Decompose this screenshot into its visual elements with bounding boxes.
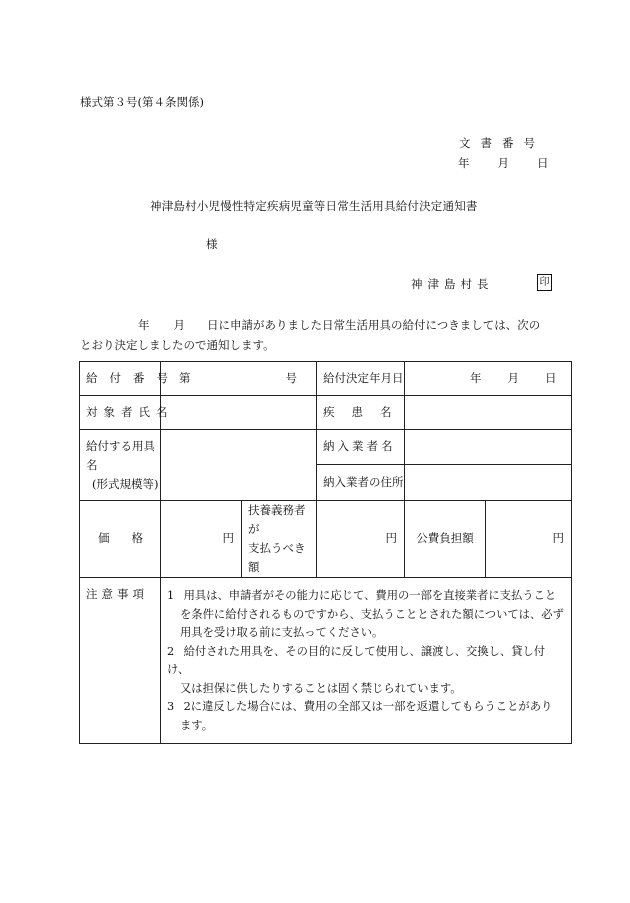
- recipient-name-field: [161, 396, 317, 430]
- vendor-address-field: [405, 465, 572, 501]
- price-yen: 円: [222, 531, 234, 546]
- notes-content: [161, 578, 572, 744]
- obligor-amount-field: [317, 501, 405, 578]
- vendor-address-label: 納入業者の住所: [317, 465, 405, 501]
- body-text-line2: とおり決定しましたので通知します。: [80, 338, 275, 352]
- note-item-3: 3 2に違反した場合には、費用の全部又は一部を返還してもらうことがあり ます。: [167, 700, 553, 732]
- table-row: [80, 396, 572, 430]
- note-item-1: 1 用具は、申請者がその能力に応じて、費用の一部を直接業者に支払うこと を条件に給付されるものですから、支払うこととされた額については、必ず 用具を受け取る前に支払ってください。: [167, 589, 564, 639]
- table-row: [80, 578, 572, 744]
- obligor-label-line2: 支払うべき額: [248, 541, 306, 574]
- table-row: [80, 362, 572, 396]
- body-year: 年: [138, 318, 150, 332]
- equipment-name-label: [80, 430, 161, 501]
- equipment-name-label-line2: (形式規模等): [92, 476, 159, 491]
- decision-date-day: 日: [545, 370, 557, 385]
- form-identifier: 様式第３号(第４条関係): [80, 95, 204, 109]
- issue-date-year: 年: [458, 156, 470, 170]
- issue-date-month: 月: [497, 156, 509, 170]
- body-line1-rest: 日に申請がありました日常生活用具の給付につきましては、次の: [207, 318, 541, 332]
- recipient-name-label: 対象者氏名: [80, 396, 161, 430]
- disease-name-label: 疾患名: [317, 396, 405, 430]
- equipment-name-label-line1: 給付する用具名: [86, 438, 155, 472]
- seal-stamp: 印: [537, 274, 552, 291]
- benefit-number-field: [161, 362, 317, 396]
- obligor-amount-label: [242, 501, 317, 578]
- public-burden-label: 公費負担額: [405, 501, 486, 578]
- price-field: [161, 501, 242, 578]
- table-row: [80, 430, 572, 465]
- decision-date-month: 月: [507, 370, 519, 385]
- benefit-number-go: 号: [285, 370, 297, 385]
- notes-label: 注意事項: [80, 578, 161, 744]
- benefit-decision-table: [79, 361, 572, 744]
- body-month: 月: [173, 318, 185, 332]
- issue-date: [458, 158, 549, 170]
- addressee-suffix: 様: [206, 237, 218, 251]
- price-label: 価格: [80, 501, 161, 578]
- obligor-yen: 円: [385, 531, 397, 546]
- table-row: [80, 501, 572, 578]
- note-item-2: 2 給付された用具を、その目的に反して使用し、譲渡し、交換し、貸し付け、 又は担保に供したりすることは固く禁じられています。: [167, 644, 546, 695]
- decision-date-label: 給付決定年月日: [317, 362, 405, 396]
- public-burden-yen: 円: [552, 531, 564, 546]
- body-text-line1: [80, 320, 540, 332]
- obligor-label-line1: 扶養義務者が: [248, 503, 306, 536]
- document-title: 神津島村小児慢性特定疾病児童等日常生活用具給付決定通知書: [150, 199, 478, 213]
- issue-date-day: 日: [537, 156, 549, 170]
- vendor-name-field: [405, 430, 572, 465]
- equipment-name-field: [161, 430, 317, 501]
- benefit-number-label: 給付番号: [80, 362, 161, 396]
- decision-date-field: [405, 362, 572, 396]
- disease-name-field: [405, 396, 572, 430]
- benefit-number-dai: 第: [179, 370, 191, 385]
- vendor-name-label: 納入業者名: [317, 430, 405, 465]
- public-burden-field: [486, 501, 572, 578]
- decision-date-year: 年: [470, 370, 482, 385]
- document-number-label: 文書番号: [459, 136, 545, 150]
- issuer-name: 神津島村長: [411, 277, 494, 291]
